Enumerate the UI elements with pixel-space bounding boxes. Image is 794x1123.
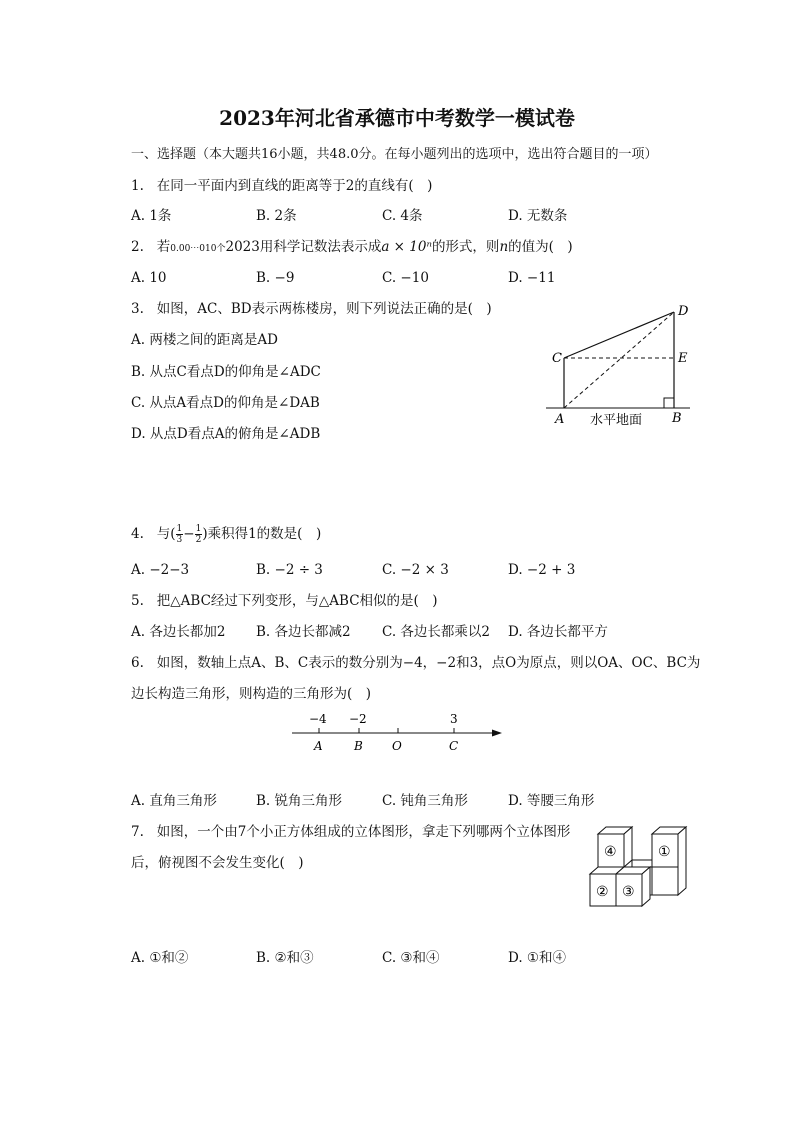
cube-top-face bbox=[632, 860, 652, 867]
denominator: 3 bbox=[176, 535, 183, 545]
point-b-label: B bbox=[354, 739, 363, 753]
q3-option-b: B. 从点C看点D的仰角是∠ADC bbox=[131, 364, 321, 380]
q5-option-c: C. 各边长都乘以2 bbox=[382, 624, 491, 640]
numerator: 1 bbox=[195, 524, 202, 534]
q4-option-b: B. −2 ÷ 3 bbox=[256, 562, 323, 578]
cube-label-2: ② bbox=[596, 884, 609, 900]
tick-label-minus-4: −4 bbox=[309, 712, 327, 726]
tick-label-minus-2: −2 bbox=[349, 712, 367, 726]
q7-option-d: D. ①和④ bbox=[508, 950, 567, 966]
q2-option-b: B. −9 bbox=[256, 270, 295, 286]
q7-option-b: B. ②和③ bbox=[256, 950, 314, 966]
q6-option-c: C. 钝角三角形 bbox=[382, 793, 468, 809]
small-number: 0.00⋯010个 bbox=[170, 244, 226, 254]
q3-option-d: D. 从点D看点A的俯角是∠ADB bbox=[131, 426, 321, 442]
question-text: 把△ABC经过下列变形，与△ABC相似的是( ) bbox=[156, 593, 438, 609]
question-number: 7. bbox=[131, 824, 144, 840]
question-7-line-2: 后，俯视图不会发生变化( ) bbox=[131, 855, 304, 871]
math-expression: a × 10ⁿ bbox=[381, 239, 432, 255]
cube-label-4: ④ bbox=[604, 844, 617, 860]
q7-cube-figure bbox=[586, 824, 694, 912]
question-number: 4. bbox=[131, 526, 144, 542]
q6-number-line bbox=[288, 710, 508, 758]
question-6-line-2: 边长构造三角形，则构造的三角形为( ) bbox=[131, 686, 372, 702]
question-number: 5. bbox=[131, 593, 144, 609]
question-text: 如图，一个由7个小正方体组成的立体图形，拿走下列哪两个立体图形 bbox=[156, 824, 571, 840]
question-text: 若 bbox=[156, 239, 171, 255]
point-c-label: C bbox=[449, 739, 459, 753]
cube-label-3: ③ bbox=[622, 884, 635, 900]
q6-option-b: B. 锐角三角形 bbox=[256, 793, 343, 809]
cube-side-face bbox=[642, 867, 650, 906]
question-number: 1. bbox=[131, 178, 144, 194]
q4-option-c: C. −2 × 3 bbox=[382, 562, 449, 578]
q2-option-c: C. −10 bbox=[382, 270, 429, 286]
q5-option-b: B. 各边长都减2 bbox=[256, 624, 351, 640]
q4-option-a: A. −2−3 bbox=[131, 562, 190, 578]
q1-option-d: D. 无数条 bbox=[508, 208, 568, 224]
cube-side-face bbox=[624, 827, 632, 867]
question-text: 与( bbox=[156, 526, 176, 542]
question-7 bbox=[131, 822, 570, 842]
q3-option-a: A. 两楼之间的距离是AD bbox=[131, 332, 278, 348]
question-3 bbox=[131, 299, 492, 319]
math-variable: n bbox=[499, 239, 509, 255]
q1-option-b: B. 2条 bbox=[256, 208, 297, 224]
tick-label-3: 3 bbox=[450, 712, 458, 726]
label-d: D bbox=[678, 304, 689, 319]
cube-side-face bbox=[678, 827, 686, 895]
cube-label-1: ① bbox=[658, 844, 671, 860]
right-angle-mark bbox=[664, 398, 674, 408]
q3-building-figure bbox=[540, 298, 700, 433]
section-heading: 一、选择题（本大题共16小题，共48.0分。在每小题列出的选项中，选出符合题目的一项） bbox=[131, 147, 658, 162]
q7-option-a: A. ①和② bbox=[131, 950, 189, 966]
q6-option-d: D. 等腰三角形 bbox=[508, 793, 595, 809]
segment-cd bbox=[564, 312, 674, 358]
question-text: 的形式，则 bbox=[431, 239, 500, 255]
q2-option-a: A. 10 bbox=[131, 270, 167, 286]
question-2 bbox=[131, 237, 573, 259]
q1-option-a: A. 1条 bbox=[131, 208, 172, 224]
page-title: 2023年河北省承德市中考数学一模试卷 bbox=[219, 106, 575, 130]
label-b: B bbox=[672, 411, 682, 426]
segment-ad bbox=[564, 312, 674, 408]
label-c: C bbox=[552, 351, 562, 366]
q3-option-c: C. 从点A看点D的仰角是∠DAB bbox=[131, 395, 320, 411]
question-text: 2023用科学记数法表示成 bbox=[225, 239, 382, 255]
question-number: 3. bbox=[131, 301, 144, 317]
q5-option-a: A. 各边长都加2 bbox=[131, 624, 226, 640]
question-text: 如图，AC、BD表示两栋楼房，则下列说法正确的是( ) bbox=[156, 301, 492, 317]
q6-option-a: A. 直角三角形 bbox=[131, 793, 217, 809]
minus-sign: − bbox=[183, 526, 195, 542]
question-5 bbox=[131, 591, 438, 611]
q4-option-d: D. −2 + 3 bbox=[508, 562, 576, 578]
ground-label: 水平地面 bbox=[590, 413, 643, 428]
label-a: A bbox=[555, 412, 565, 427]
question-1 bbox=[131, 176, 432, 196]
point-a-label: A bbox=[314, 739, 323, 753]
q5-option-d: D. 各边长都平方 bbox=[508, 624, 608, 640]
question-text: 如图，数轴上点A、B、C表示的数分别为−4，−2和3，点O为原点，则以OA、OC、BC为 bbox=[156, 655, 701, 671]
arrow-icon bbox=[492, 730, 502, 737]
numerator: 1 bbox=[176, 524, 183, 534]
question-text: )乘积得1的数是( ) bbox=[202, 526, 322, 542]
question-text: 在同一平面内到直线的距离等于2的直线有( ) bbox=[156, 178, 433, 194]
label-e: E bbox=[678, 351, 688, 366]
q7-option-c: C. ③和④ bbox=[382, 950, 440, 966]
question-number: 2. bbox=[131, 239, 144, 255]
question-number: 6. bbox=[131, 655, 144, 671]
denominator: 2 bbox=[195, 535, 202, 545]
question-text: 的值为( ) bbox=[508, 239, 573, 255]
question-6 bbox=[131, 653, 700, 673]
q2-option-d: D. −11 bbox=[508, 270, 556, 286]
q1-option-c: C. 4条 bbox=[382, 208, 423, 224]
question-4 bbox=[131, 524, 321, 545]
point-o-label: O bbox=[392, 739, 402, 753]
